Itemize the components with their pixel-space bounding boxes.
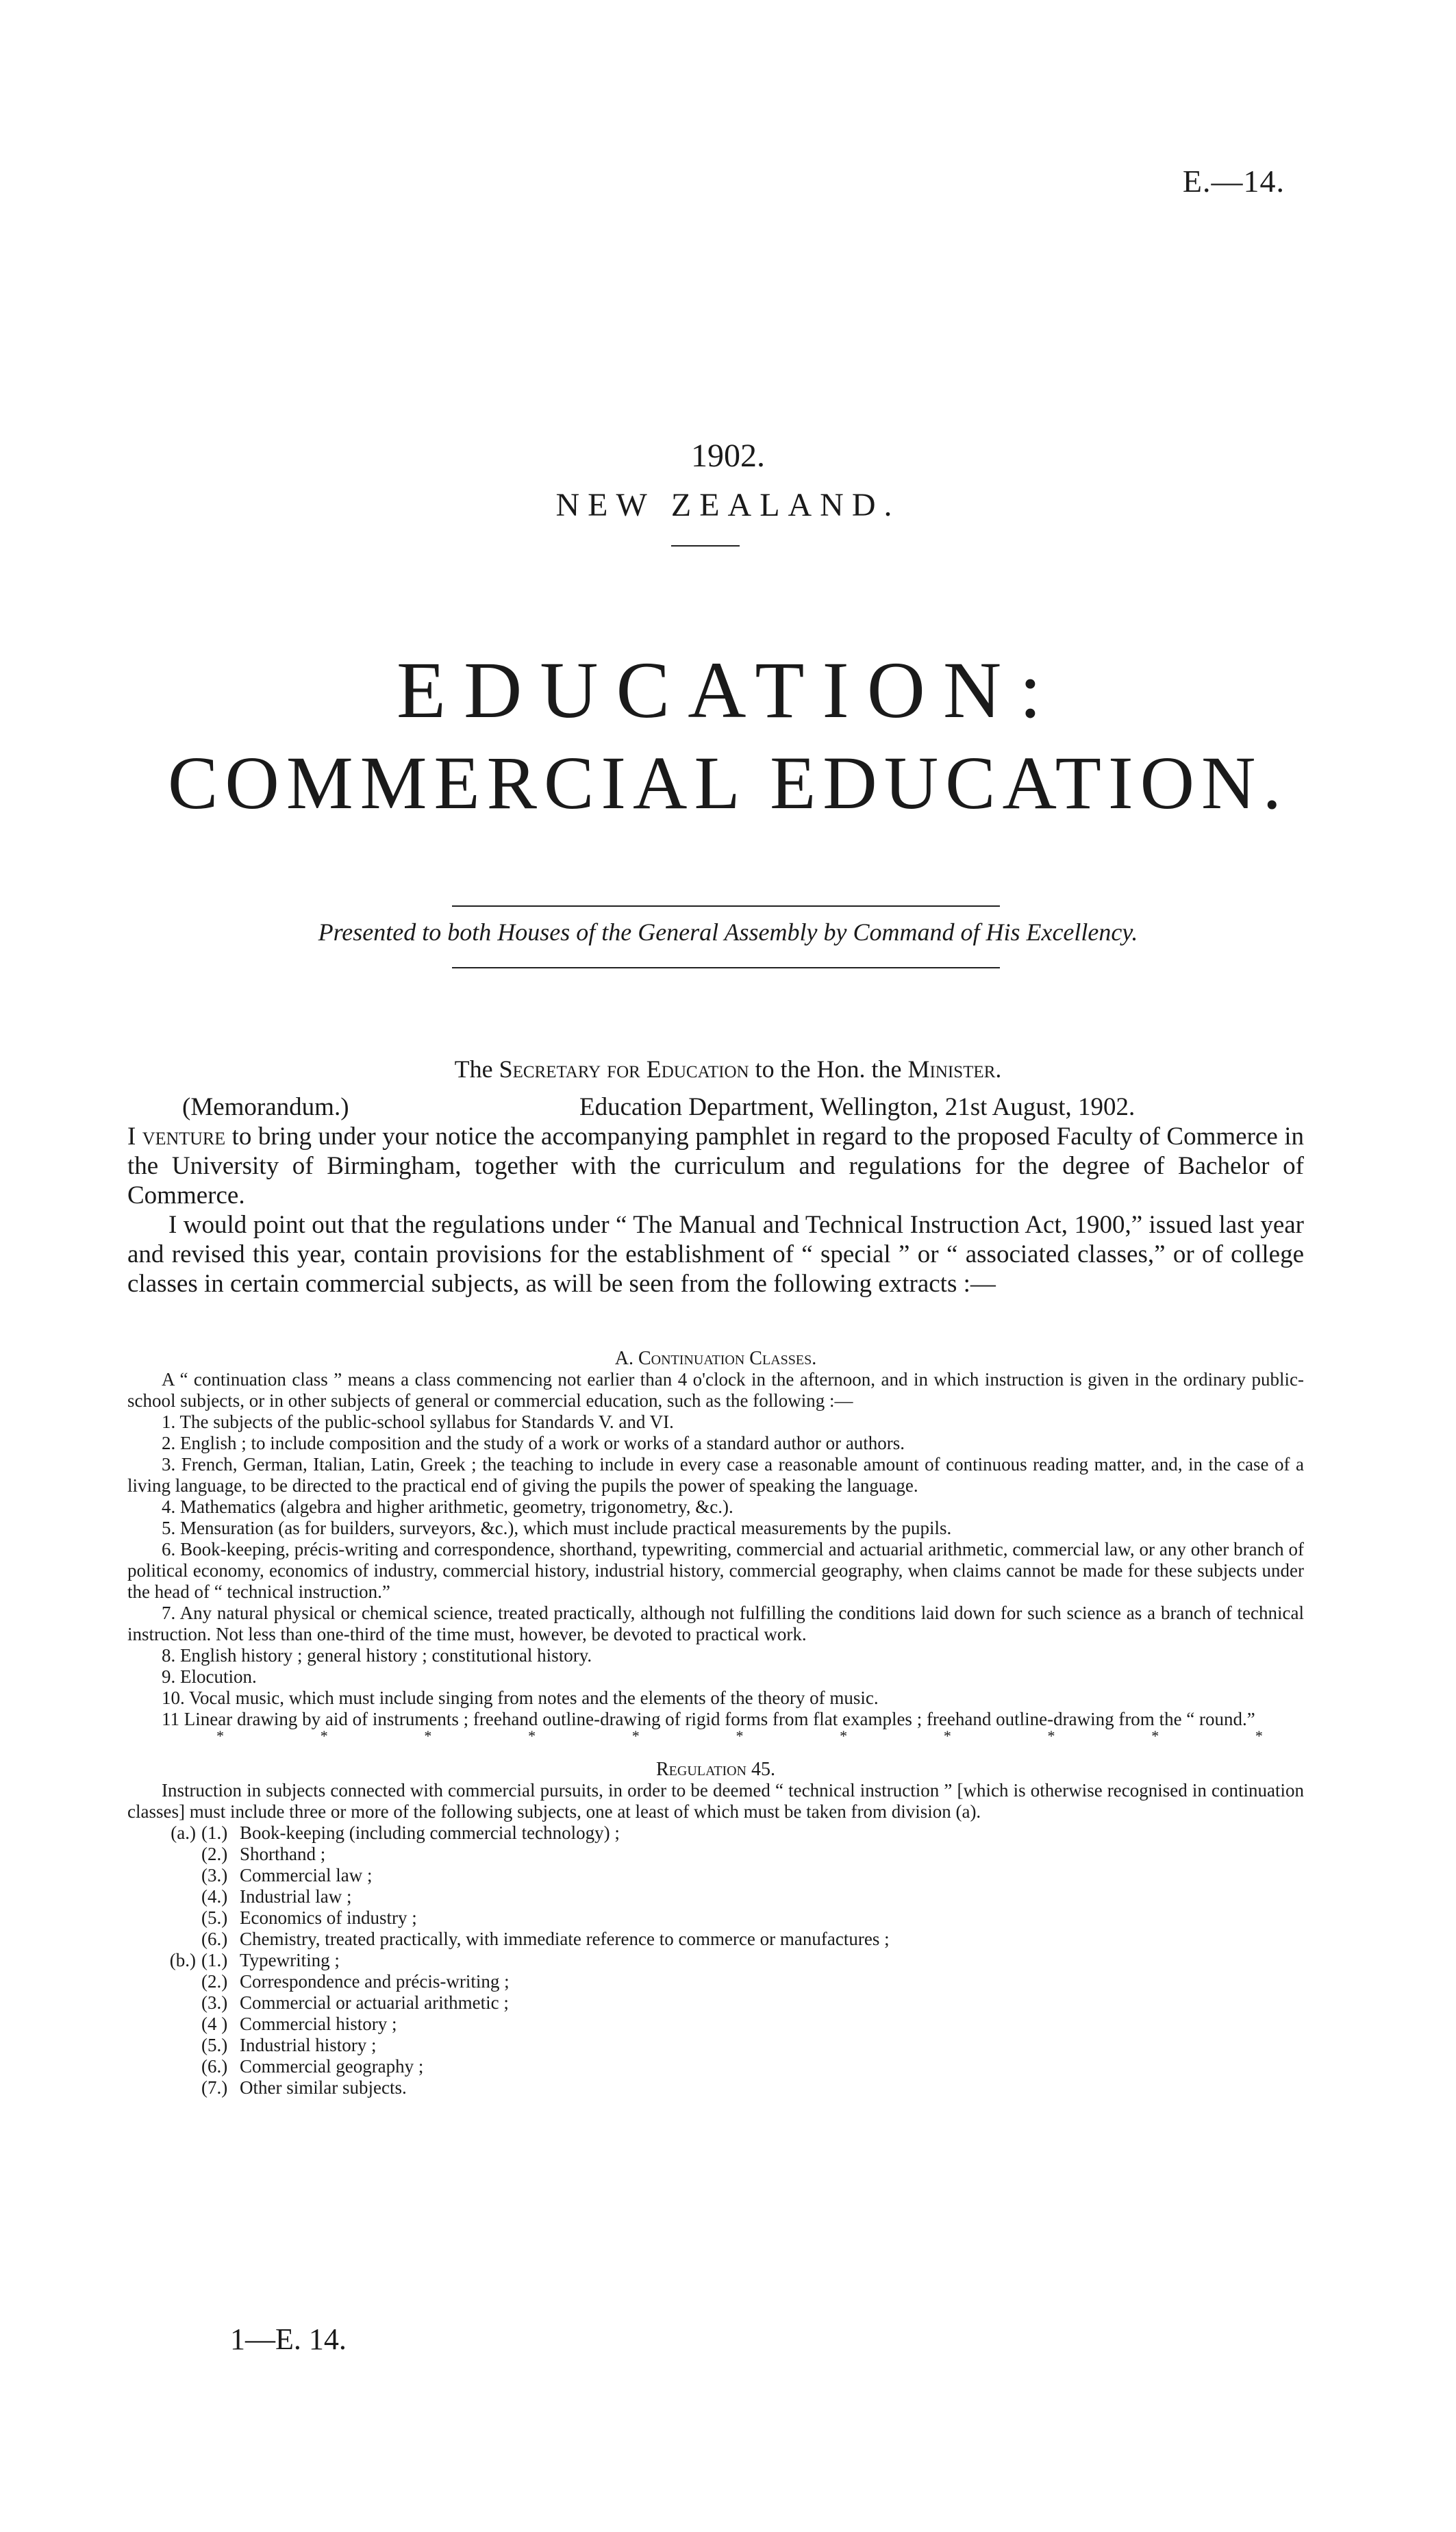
- star: *: [1047, 1727, 1055, 1744]
- list-item: 5. Mensuration (as for builders, surveyors, &c.), which must include practical measurements by the pupils.: [162, 1518, 952, 1538]
- list-item: 9. Elocution.: [162, 1666, 257, 1687]
- memo-lead: I venture: [127, 1123, 226, 1151]
- document-title: EDUCATION:: [397, 645, 1059, 735]
- page-reference: E.—14.: [1182, 164, 1285, 199]
- list-item: 6. Book-keeping, précis-writing and correspondence, shorthand, typewriting, commercial and actuarial arithmetic, commercial law, or any other branch of political economy, economics of industry, commercial history, industrial history, commercial geography, when claims cannot be made for these subjects under the head of “ technical instruction.”: [127, 1539, 1304, 1602]
- list-item: (5.) Economics of industry ;: [201, 1907, 417, 1928]
- star: *: [528, 1727, 536, 1744]
- list-item: (7.) Other similar subjects.: [201, 2077, 407, 2098]
- country: NEW ZEALAND.: [555, 487, 901, 523]
- list-item: (2.) Correspondence and précis-writing ;: [201, 1971, 510, 1992]
- addressee-mid: to the Hon. the: [755, 1055, 902, 1083]
- regulation-intro: Instruction in subjects connected with commercial pursuits, in order to be deemed “ technical instruction ” [which is otherwise recognised in continuation classes] must include three or more of the following subjects, one at least of which must be taken from division (a).: [127, 1780, 1304, 1822]
- memo-addressee: [0, 1055, 1456, 1083]
- star: *: [840, 1727, 848, 1744]
- list-item: 1. The subjects of the public-school syllabus for Standards V. and VI.: [162, 1412, 674, 1432]
- regulation-heading: Regulation 45.: [656, 1759, 775, 1780]
- addressee-prefix: The: [454, 1055, 493, 1083]
- divider: [452, 967, 1000, 968]
- addressee-to: Minister.: [907, 1055, 1002, 1083]
- list-item: (3.) Commercial or actuarial arithmetic ;: [201, 1992, 509, 2013]
- list-item: (3.) Commercial law ;: [201, 1865, 373, 1885]
- star: *: [424, 1727, 432, 1744]
- star: *: [216, 1727, 224, 1744]
- star: *: [320, 1727, 328, 1744]
- memo-place-date: Education Department, Wellington, 21st August, 1902.: [579, 1093, 1135, 1121]
- list-item: 4. Mathematics (algebra and higher arithmetic, geometry, trigonometry, &c.).: [162, 1496, 733, 1517]
- section-heading: A. Continuation Classes.: [614, 1348, 817, 1369]
- divider: [452, 905, 1000, 907]
- regulation-division-a: [127, 1822, 1304, 1950]
- list-item: 10. Vocal music, which must include singing from notes and the elements of the theory of music.: [162, 1688, 879, 1708]
- memo-body: [127, 1092, 1304, 1299]
- star: *: [1255, 1727, 1263, 1744]
- regulation-division-b: [127, 1950, 1304, 2098]
- section-intro: A “ continuation class ” means a class commencing not earlier than 4 o'clock in the afternoon, and in which instruction is given in the ordinary public-school subjects, or in other subjects of general or commercial education, such as the following :—: [127, 1369, 1304, 1411]
- section-continuation-classes: [127, 1348, 1304, 2098]
- list-item: (6.) Commercial geography ;: [201, 2056, 424, 2077]
- memo-p1-text: to bring under your notice the accompanying pamphlet in regard to the proposed Faculty of Commerce in the University of Birmingham, together with the curriculum and regulations for the degree of Bachelor of Commerce.: [127, 1123, 1305, 1209]
- list-item: (b.) (1.) Typewriting ;: [169, 1950, 340, 1970]
- memo-paragraph-1: [127, 1122, 1304, 1210]
- addressee-from: Secretary for Education: [499, 1055, 749, 1083]
- star: *: [736, 1727, 744, 1744]
- list-item: 7. Any natural physical or chemical science, treated practically, although not fulfilling the conditions laid down for such science as a branch of technical instruction. Not less than one-third of the time must, however, be devoted to practical work.: [127, 1603, 1304, 1644]
- list-item: (2.) Shorthand ;: [201, 1844, 326, 1864]
- ellipsis-stars: [127, 1727, 1304, 1744]
- divider: [671, 545, 740, 547]
- memo-header-line: [127, 1092, 1304, 1122]
- star: *: [943, 1727, 951, 1744]
- list-item: 2. English ; to include composition and the study of a work or works of a standard author or authors.: [162, 1433, 905, 1453]
- list-item: (4.) Industrial law ;: [201, 1886, 352, 1907]
- document-subtitle: COMMERCIAL EDUCATION.: [168, 741, 1288, 825]
- list-item: 11 Linear drawing by aid of instruments ; freehand outline-drawing of rigid forms from flat examples ; freehand outline-drawing from the “ round.”: [162, 1709, 1255, 1729]
- signature-mark: 1—E. 14.: [230, 2322, 347, 2356]
- list-item: (4 ) Commercial history ;: [201, 2014, 397, 2034]
- list-item: 8. English history ; general history ; constitutional history.: [162, 1645, 592, 1666]
- star: *: [1151, 1727, 1159, 1744]
- list-item: (6.) Chemistry, treated practically, with immediate reference to commerce or manufactures ;: [201, 1929, 890, 1949]
- star: *: [631, 1727, 640, 1744]
- year: 1902.: [691, 438, 765, 474]
- list-item: 3. French, German, Italian, Latin, Greek ; the teaching to include in every case a reasonable amount of continuous reading matter, and, in the case of a living language, to be directed to the practical end of giving the pupils the power of speaking the language.: [127, 1454, 1304, 1496]
- presented-line: Presented to both Houses of the General Assembly by Command of His Excellency.: [318, 918, 1138, 946]
- memo-paragraph-2: I would point out that the regulations under “ The Manual and Technical Instruction Act, 1900,” issued last year and revised this year, contain provisions for the establishment of “ special ” or “ associated classes,” or of college classes in certain commercial subjects, as will be seen from the following extracts :—: [127, 1211, 1304, 1298]
- list-item: (a.) (1.) Book-keeping (including commercial technology) ;: [171, 1822, 620, 1843]
- list-item: (5.) Industrial history ;: [201, 2035, 377, 2055]
- memo-type: (Memorandum.): [182, 1093, 349, 1121]
